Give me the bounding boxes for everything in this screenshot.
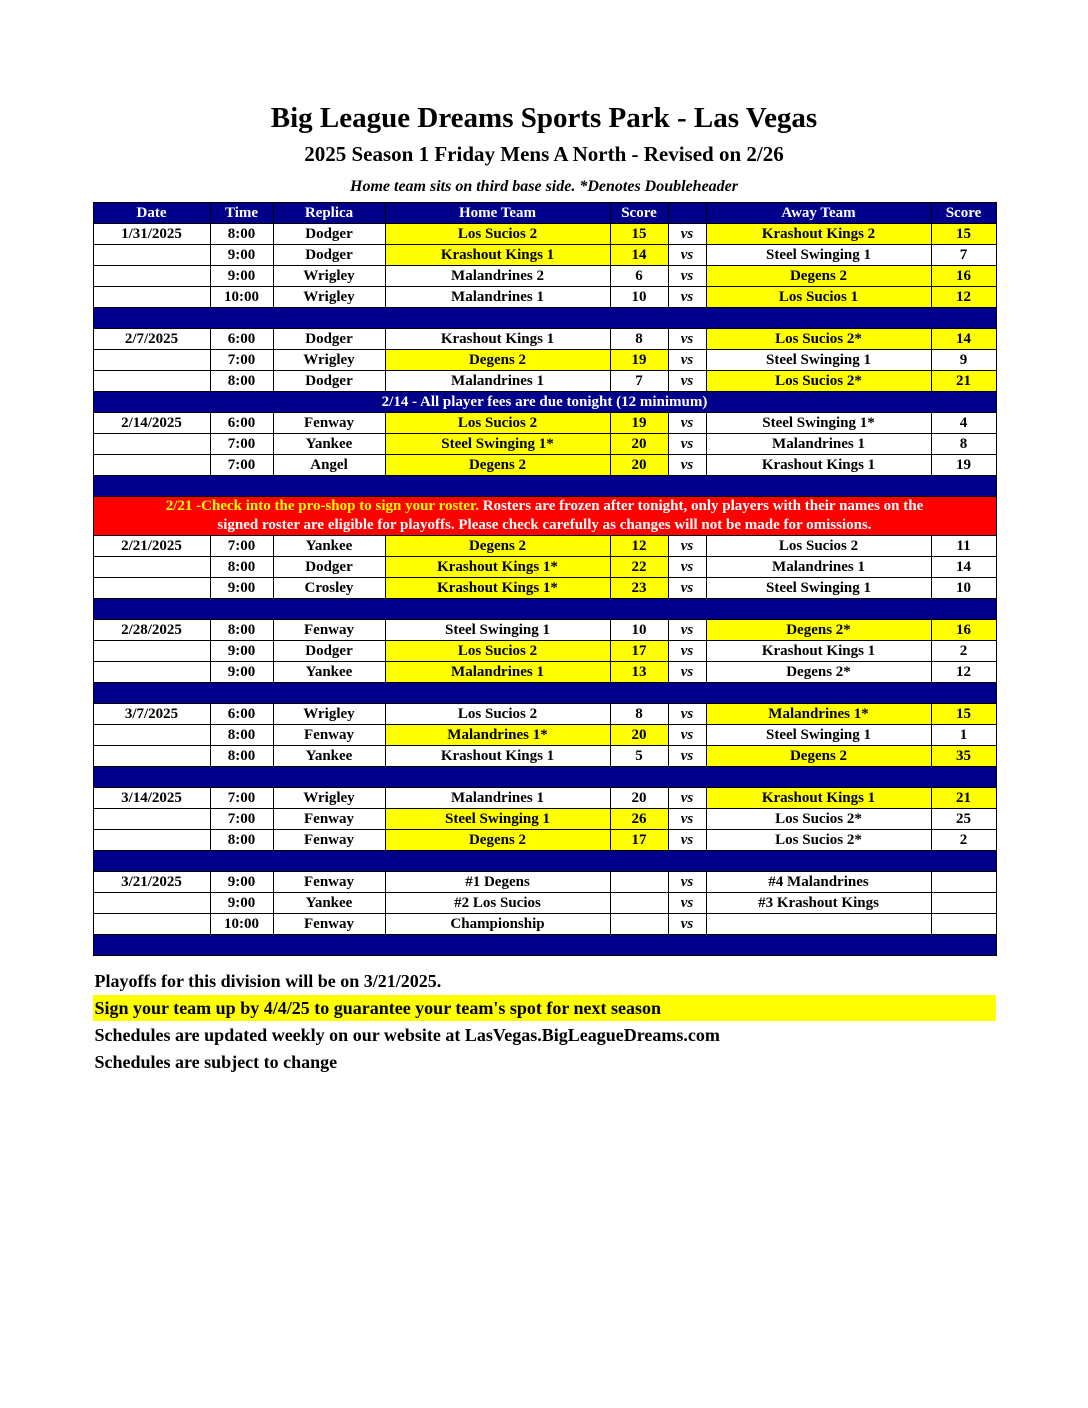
date-cell: 2/28/2025	[93, 620, 210, 641]
date-cell	[93, 893, 210, 914]
home-team-cell: Steel Swinging 1*	[385, 434, 610, 455]
time-cell: 7:00	[210, 434, 273, 455]
time-cell: 8:00	[210, 746, 273, 767]
table-header-row	[93, 203, 996, 224]
game-row	[93, 914, 996, 935]
time-cell: 7:00	[210, 455, 273, 476]
notice-text: 2/14 - All player fees are due tonight (12 minimum)	[93, 392, 996, 413]
time-cell: 9:00	[210, 578, 273, 599]
date-cell	[93, 245, 210, 266]
header-date: Date	[93, 203, 210, 224]
home-score-cell: 6	[610, 266, 668, 287]
home-score-cell: 17	[610, 641, 668, 662]
footer	[93, 968, 996, 1075]
vs-cell: vs	[668, 266, 706, 287]
home-score-cell: 20	[610, 434, 668, 455]
vs-cell: vs	[668, 245, 706, 266]
separator-row	[93, 851, 996, 872]
home-score-cell: 7	[610, 371, 668, 392]
away-score-cell: 2	[931, 830, 996, 851]
home-score-cell: 20	[610, 455, 668, 476]
vs-cell: vs	[668, 557, 706, 578]
vs-cell: vs	[668, 350, 706, 371]
time-cell: 8:00	[210, 725, 273, 746]
time-cell: 8:00	[210, 224, 273, 245]
away-score-cell: 8	[931, 434, 996, 455]
away-team-cell: Steel Swinging 1	[706, 725, 931, 746]
footer-line-signup: Sign your team up by 4/4/25 to guarantee your team's spot for next season	[93, 995, 996, 1021]
vs-cell: vs	[668, 287, 706, 308]
footer-line-playoffs: Playoffs for this division will be on 3/21/2025.	[94, 971, 442, 991]
replica-cell: Fenway	[273, 872, 385, 893]
game-row	[93, 872, 996, 893]
replica-cell: Angel	[273, 455, 385, 476]
date-cell	[93, 266, 210, 287]
home-team-cell: Malandrines 1*	[385, 725, 610, 746]
vs-cell: vs	[668, 371, 706, 392]
replica-cell: Wrigley	[273, 788, 385, 809]
game-row	[93, 725, 996, 746]
time-cell: 9:00	[210, 893, 273, 914]
time-cell: 10:00	[210, 914, 273, 935]
replica-cell: Yankee	[273, 434, 385, 455]
away-team-cell: Krashout Kings 2	[706, 224, 931, 245]
home-score-cell: 14	[610, 245, 668, 266]
home-team-cell: Krashout Kings 1	[385, 329, 610, 350]
vs-cell: vs	[668, 872, 706, 893]
separator-row	[93, 476, 996, 497]
separator-row	[93, 308, 996, 329]
away-team-cell: Malandrines 1*	[706, 704, 931, 725]
game-row	[93, 350, 996, 371]
separator-bar	[93, 683, 996, 704]
home-team-cell: Krashout Kings 1	[385, 746, 610, 767]
vs-cell: vs	[668, 893, 706, 914]
game-row	[93, 455, 996, 476]
time-cell: 8:00	[210, 557, 273, 578]
vs-cell: vs	[668, 746, 706, 767]
vs-cell: vs	[668, 224, 706, 245]
home-score-cell: 12	[610, 536, 668, 557]
away-team-cell: Los Sucios 2*	[706, 371, 931, 392]
home-team-cell: Krashout Kings 1*	[385, 557, 610, 578]
away-score-cell: 11	[931, 536, 996, 557]
separator-row	[93, 683, 996, 704]
home-score-cell: 26	[610, 809, 668, 830]
date-cell: 3/14/2025	[93, 788, 210, 809]
away-score-cell: 10	[931, 578, 996, 599]
away-score-cell: 16	[931, 620, 996, 641]
vs-cell: vs	[668, 662, 706, 683]
date-cell	[93, 287, 210, 308]
away-score-cell: 1	[931, 725, 996, 746]
schedule-content	[93, 102, 996, 1075]
away-team-cell: Degens 2*	[706, 662, 931, 683]
home-team-cell: Los Sucios 2	[385, 224, 610, 245]
home-score-cell: 20	[610, 725, 668, 746]
game-row	[93, 893, 996, 914]
date-cell	[93, 809, 210, 830]
vs-cell: vs	[668, 914, 706, 935]
vs-cell: vs	[668, 641, 706, 662]
vs-cell: vs	[668, 578, 706, 599]
time-cell: 7:00	[210, 788, 273, 809]
header-away-team: Away Team	[706, 203, 931, 224]
away-team-cell: Los Sucios 2*	[706, 830, 931, 851]
date-cell	[93, 455, 210, 476]
home-score-cell: 5	[610, 746, 668, 767]
game-row	[93, 641, 996, 662]
away-score-cell	[931, 914, 996, 935]
away-team-cell: Los Sucios 2*	[706, 329, 931, 350]
away-score-cell: 7	[931, 245, 996, 266]
game-row	[93, 287, 996, 308]
away-team-cell: #3 Krashout Kings	[706, 893, 931, 914]
away-score-cell: 16	[931, 266, 996, 287]
time-cell: 9:00	[210, 266, 273, 287]
home-team-cell: Degens 2	[385, 455, 610, 476]
home-score-cell: 10	[610, 287, 668, 308]
home-team-cell: Malandrines 1	[385, 287, 610, 308]
game-row	[93, 704, 996, 725]
game-row	[93, 371, 996, 392]
replica-cell: Dodger	[273, 641, 385, 662]
page-title: Big League Dreams Sports Park - Las Vegas	[270, 102, 818, 134]
away-team-cell: Degens 2*	[706, 620, 931, 641]
alert-text: 2/21 -Check into the pro-shop to sign your roster. Rosters are frozen after tonight, only players with their names on the signed roster are eligible for playoffs. Please check carefully as changes will not be made for omissions.	[93, 497, 996, 536]
time-cell: 8:00	[210, 371, 273, 392]
vs-cell: vs	[668, 809, 706, 830]
vs-cell: vs	[668, 536, 706, 557]
footer-line-subject-to-change: Schedules are subject to change	[94, 1052, 338, 1072]
vs-cell: vs	[668, 725, 706, 746]
replica-cell: Wrigley	[273, 704, 385, 725]
notice-row	[93, 392, 996, 413]
away-score-cell: 12	[931, 662, 996, 683]
home-team-cell: Malandrines 2	[385, 266, 610, 287]
home-team-cell: #1 Degens	[385, 872, 610, 893]
home-team-cell: Degens 2	[385, 536, 610, 557]
away-score-cell: 4	[931, 413, 996, 434]
home-score-cell: 23	[610, 578, 668, 599]
home-team-cell: Krashout Kings 1	[385, 245, 610, 266]
date-cell: 2/21/2025	[93, 536, 210, 557]
game-row	[93, 809, 996, 830]
game-row	[93, 245, 996, 266]
home-team-cell: Los Sucios 2	[385, 641, 610, 662]
game-row	[93, 620, 996, 641]
footer-line-website: Schedules are updated weekly on our website at LasVegas.BigLeagueDreams.com	[94, 1025, 720, 1045]
home-score-cell	[610, 893, 668, 914]
replica-cell: Fenway	[273, 809, 385, 830]
separator-bar	[93, 851, 996, 872]
away-team-cell: Steel Swinging 1	[706, 350, 931, 371]
replica-cell: Fenway	[273, 413, 385, 434]
away-score-cell: 15	[931, 704, 996, 725]
separator-row	[93, 935, 996, 956]
header-home-team: Home Team	[385, 203, 610, 224]
home-score-cell: 13	[610, 662, 668, 683]
header-time: Time	[210, 203, 273, 224]
replica-cell: Yankee	[273, 662, 385, 683]
replica-cell: Yankee	[273, 746, 385, 767]
header-home-score: Score	[610, 203, 668, 224]
home-team-cell: #2 Los Sucios	[385, 893, 610, 914]
game-row	[93, 578, 996, 599]
away-team-cell: Krashout Kings 1	[706, 788, 931, 809]
away-team-cell: Degens 2	[706, 746, 931, 767]
game-row	[93, 329, 996, 350]
away-score-cell: 2	[931, 641, 996, 662]
replica-cell: Fenway	[273, 914, 385, 935]
away-team-cell: Los Sucios 2	[706, 536, 931, 557]
time-cell: 9:00	[210, 641, 273, 662]
game-row	[93, 662, 996, 683]
replica-cell: Fenway	[273, 725, 385, 746]
away-team-cell: Krashout Kings 1	[706, 641, 931, 662]
away-team-cell	[706, 914, 931, 935]
date-cell: 2/14/2025	[93, 413, 210, 434]
game-row	[93, 413, 996, 434]
replica-cell: Wrigley	[273, 287, 385, 308]
vs-cell: vs	[668, 788, 706, 809]
replica-cell: Crosley	[273, 578, 385, 599]
date-cell	[93, 914, 210, 935]
home-team-cell: Championship	[385, 914, 610, 935]
away-score-cell: 9	[931, 350, 996, 371]
away-team-cell: #4 Malandrines	[706, 872, 931, 893]
date-cell	[93, 350, 210, 371]
time-cell: 7:00	[210, 350, 273, 371]
home-score-cell: 8	[610, 704, 668, 725]
page-subtitle: 2025 Season 1 Friday Mens A North - Revised on 2/26	[304, 142, 784, 166]
away-score-cell: 12	[931, 287, 996, 308]
home-score-cell: 22	[610, 557, 668, 578]
date-cell: 3/7/2025	[93, 704, 210, 725]
away-team-cell: Steel Swinging 1	[706, 245, 931, 266]
date-cell: 1/31/2025	[93, 224, 210, 245]
home-team-cell: Degens 2	[385, 350, 610, 371]
date-cell	[93, 725, 210, 746]
away-team-cell: Krashout Kings 1	[706, 455, 931, 476]
separator-bar	[93, 308, 996, 329]
home-score-cell: 19	[610, 350, 668, 371]
home-team-cell: Degens 2	[385, 830, 610, 851]
vs-cell: vs	[668, 434, 706, 455]
alert-row	[93, 497, 996, 536]
schedule-table	[93, 202, 997, 956]
date-cell: 2/7/2025	[93, 329, 210, 350]
home-score-cell	[610, 872, 668, 893]
replica-cell: Yankee	[273, 536, 385, 557]
replica-cell: Dodger	[273, 329, 385, 350]
replica-cell: Wrigley	[273, 266, 385, 287]
away-score-cell: 21	[931, 788, 996, 809]
date-cell	[93, 641, 210, 662]
home-score-cell: 20	[610, 788, 668, 809]
away-score-cell: 15	[931, 224, 996, 245]
away-team-cell: Los Sucios 1	[706, 287, 931, 308]
replica-cell: Wrigley	[273, 350, 385, 371]
separator-bar	[93, 476, 996, 497]
game-row	[93, 557, 996, 578]
alert-lead-text: 2/21 -Check into the pro-shop to sign your roster.	[165, 498, 479, 514]
time-cell: 8:00	[210, 620, 273, 641]
separator-bar	[93, 935, 996, 956]
home-team-cell: Malandrines 1	[385, 788, 610, 809]
header-vs	[668, 203, 706, 224]
game-row	[93, 536, 996, 557]
separator-row	[93, 599, 996, 620]
time-cell: 6:00	[210, 704, 273, 725]
away-score-cell: 14	[931, 557, 996, 578]
replica-cell: Fenway	[273, 830, 385, 851]
home-score-cell	[610, 914, 668, 935]
date-cell	[93, 557, 210, 578]
home-score-cell: 8	[610, 329, 668, 350]
date-cell	[93, 662, 210, 683]
game-row	[93, 830, 996, 851]
date-cell	[93, 830, 210, 851]
time-cell: 9:00	[210, 872, 273, 893]
away-score-cell: 35	[931, 746, 996, 767]
date-cell	[93, 371, 210, 392]
header-away-score: Score	[931, 203, 996, 224]
game-row	[93, 266, 996, 287]
away-team-cell: Los Sucios 2*	[706, 809, 931, 830]
away-team-cell: Malandrines 1	[706, 434, 931, 455]
home-score-cell: 10	[610, 620, 668, 641]
home-team-cell: Steel Swinging 1	[385, 809, 610, 830]
vs-cell: vs	[668, 329, 706, 350]
vs-cell: vs	[668, 455, 706, 476]
home-score-cell: 15	[610, 224, 668, 245]
away-score-cell: 14	[931, 329, 996, 350]
time-cell: 10:00	[210, 287, 273, 308]
away-team-cell: Steel Swinging 1*	[706, 413, 931, 434]
time-cell: 9:00	[210, 245, 273, 266]
time-cell: 7:00	[210, 536, 273, 557]
time-cell: 8:00	[210, 830, 273, 851]
home-team-cell: Steel Swinging 1	[385, 620, 610, 641]
time-cell: 6:00	[210, 329, 273, 350]
separator-row	[93, 767, 996, 788]
vs-cell: vs	[668, 704, 706, 725]
replica-cell: Fenway	[273, 620, 385, 641]
home-team-cell: Krashout Kings 1*	[385, 578, 610, 599]
vs-cell: vs	[668, 620, 706, 641]
date-cell	[93, 746, 210, 767]
away-team-cell: Malandrines 1	[706, 557, 931, 578]
date-cell	[93, 434, 210, 455]
replica-cell: Dodger	[273, 557, 385, 578]
replica-cell: Yankee	[273, 893, 385, 914]
away-team-cell: Steel Swinging 1	[706, 578, 931, 599]
away-score-cell: 19	[931, 455, 996, 476]
header-replica: Replica	[273, 203, 385, 224]
vs-cell: vs	[668, 413, 706, 434]
away-score-cell	[931, 893, 996, 914]
header-note: Home team sits on third base side. *Denotes Doubleheader	[350, 178, 738, 195]
away-score-cell: 21	[931, 371, 996, 392]
separator-bar	[93, 767, 996, 788]
home-score-cell: 19	[610, 413, 668, 434]
game-row	[93, 224, 996, 245]
home-team-cell: Los Sucios 2	[385, 413, 610, 434]
replica-cell: Dodger	[273, 224, 385, 245]
time-cell: 7:00	[210, 809, 273, 830]
date-cell	[93, 578, 210, 599]
time-cell: 6:00	[210, 413, 273, 434]
home-team-cell: Malandrines 1	[385, 371, 610, 392]
away-score-cell: 25	[931, 809, 996, 830]
time-cell: 9:00	[210, 662, 273, 683]
replica-cell: Dodger	[273, 371, 385, 392]
home-team-cell: Malandrines 1	[385, 662, 610, 683]
game-row	[93, 746, 996, 767]
replica-cell: Dodger	[273, 245, 385, 266]
separator-bar	[93, 599, 996, 620]
home-score-cell: 17	[610, 830, 668, 851]
away-team-cell: Degens 2	[706, 266, 931, 287]
date-cell: 3/21/2025	[93, 872, 210, 893]
home-team-cell: Los Sucios 2	[385, 704, 610, 725]
away-score-cell	[931, 872, 996, 893]
game-row	[93, 434, 996, 455]
game-row	[93, 788, 996, 809]
vs-cell: vs	[668, 830, 706, 851]
